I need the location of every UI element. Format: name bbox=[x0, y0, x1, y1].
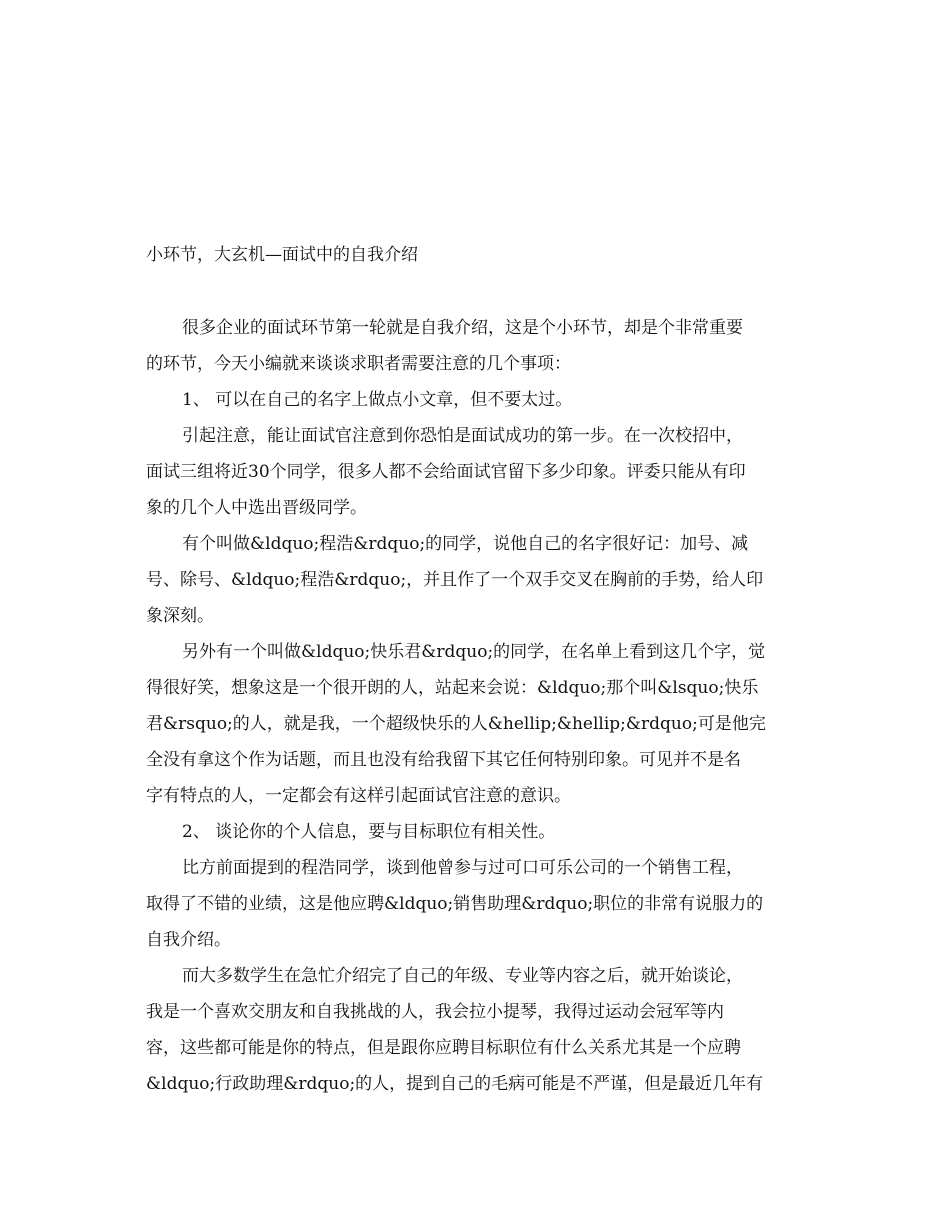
text-line: 有个叫做&ldquo;程浩&rdquo;的同学，说他自己的名字很好记：加号、减 bbox=[182, 534, 749, 554]
document-body bbox=[146, 310, 806, 1102]
text-line: 我是一个喜欢交朋友和自我挑战的人，我会拉小提琴，我得过运动会冠军等内 bbox=[146, 1002, 724, 1022]
text-line: &ldquo;行政助理&rdquo;的人，提到自己的毛病可能是不严谨，但是最近几年有 bbox=[146, 1074, 764, 1094]
text-line: 君&rsquo;的人，就是我，一个超级快乐的人&hellip;&hellip;&rdquo;可是他完 bbox=[146, 714, 766, 734]
text-line: 比方前面提到的程浩同学，谈到他曾参与过可口可乐公司的一个销售工程， bbox=[182, 858, 743, 878]
text-line: 全没有拿这个作为话题，而且也没有给我留下其它任何特别印象。可见并不是名 bbox=[146, 750, 741, 770]
document-title: 小环节，大玄机—面试中的自我介绍 bbox=[146, 245, 418, 265]
text-line: 另外有一个叫做&ldquo;快乐君&rdquo;的同学，在名单上看到这几个字，觉 bbox=[182, 642, 766, 662]
text-line: 号、除号、&ldquo;程浩&rdquo;，并且作了一个双手交叉在胸前的手势，给人印 bbox=[146, 570, 764, 590]
text-line: 引起注意，能让面试官注意到你恐怕是面试成功的第一步。在一次校招中， bbox=[182, 426, 743, 446]
text-line: 取得了不错的业绩，这是他应聘&ldquo;销售助理&rdquo;职位的非常有说服力的 bbox=[146, 894, 764, 914]
text-line: 象深刻。 bbox=[146, 606, 214, 626]
text-line: 自我介绍。 bbox=[146, 930, 231, 950]
text-line: 象的几个人中选出晋级同学。 bbox=[146, 498, 367, 518]
text-line: 很多企业的面试环节第一轮就是自我介绍，这是个小环节，却是个非常重要 bbox=[182, 318, 743, 338]
numbered-point: 2、 谈论你的个人信息，要与目标职位有相关性。 bbox=[182, 822, 556, 842]
text-line: 容，这些都可能是你的特点，但是跟你应聘目标职位有什么关系尤其是一个应聘 bbox=[146, 1038, 741, 1058]
text-line: 面试三组将近30个同学，很多人都不会给面试官留下多少印象。评委只能从有印 bbox=[146, 462, 746, 482]
text-line: 的环节，今天小编就来谈谈求职者需要注意的几个事项： bbox=[146, 354, 571, 374]
text-line: 字有特点的人，一定都会有这样引起面试官注意的意识。 bbox=[146, 786, 571, 806]
text-line: 得很好笑，想象这是一个很开朗的人，站起来会说：&ldquo;那个叫&lsquo;快乐 bbox=[146, 678, 759, 698]
text-line: 而大多数学生在急忙介绍完了自己的年级、专业等内容之后，就开始谈论， bbox=[182, 966, 743, 986]
numbered-point: 1、 可以在自己的名字上做点小文章，但不要太过。 bbox=[182, 390, 573, 410]
